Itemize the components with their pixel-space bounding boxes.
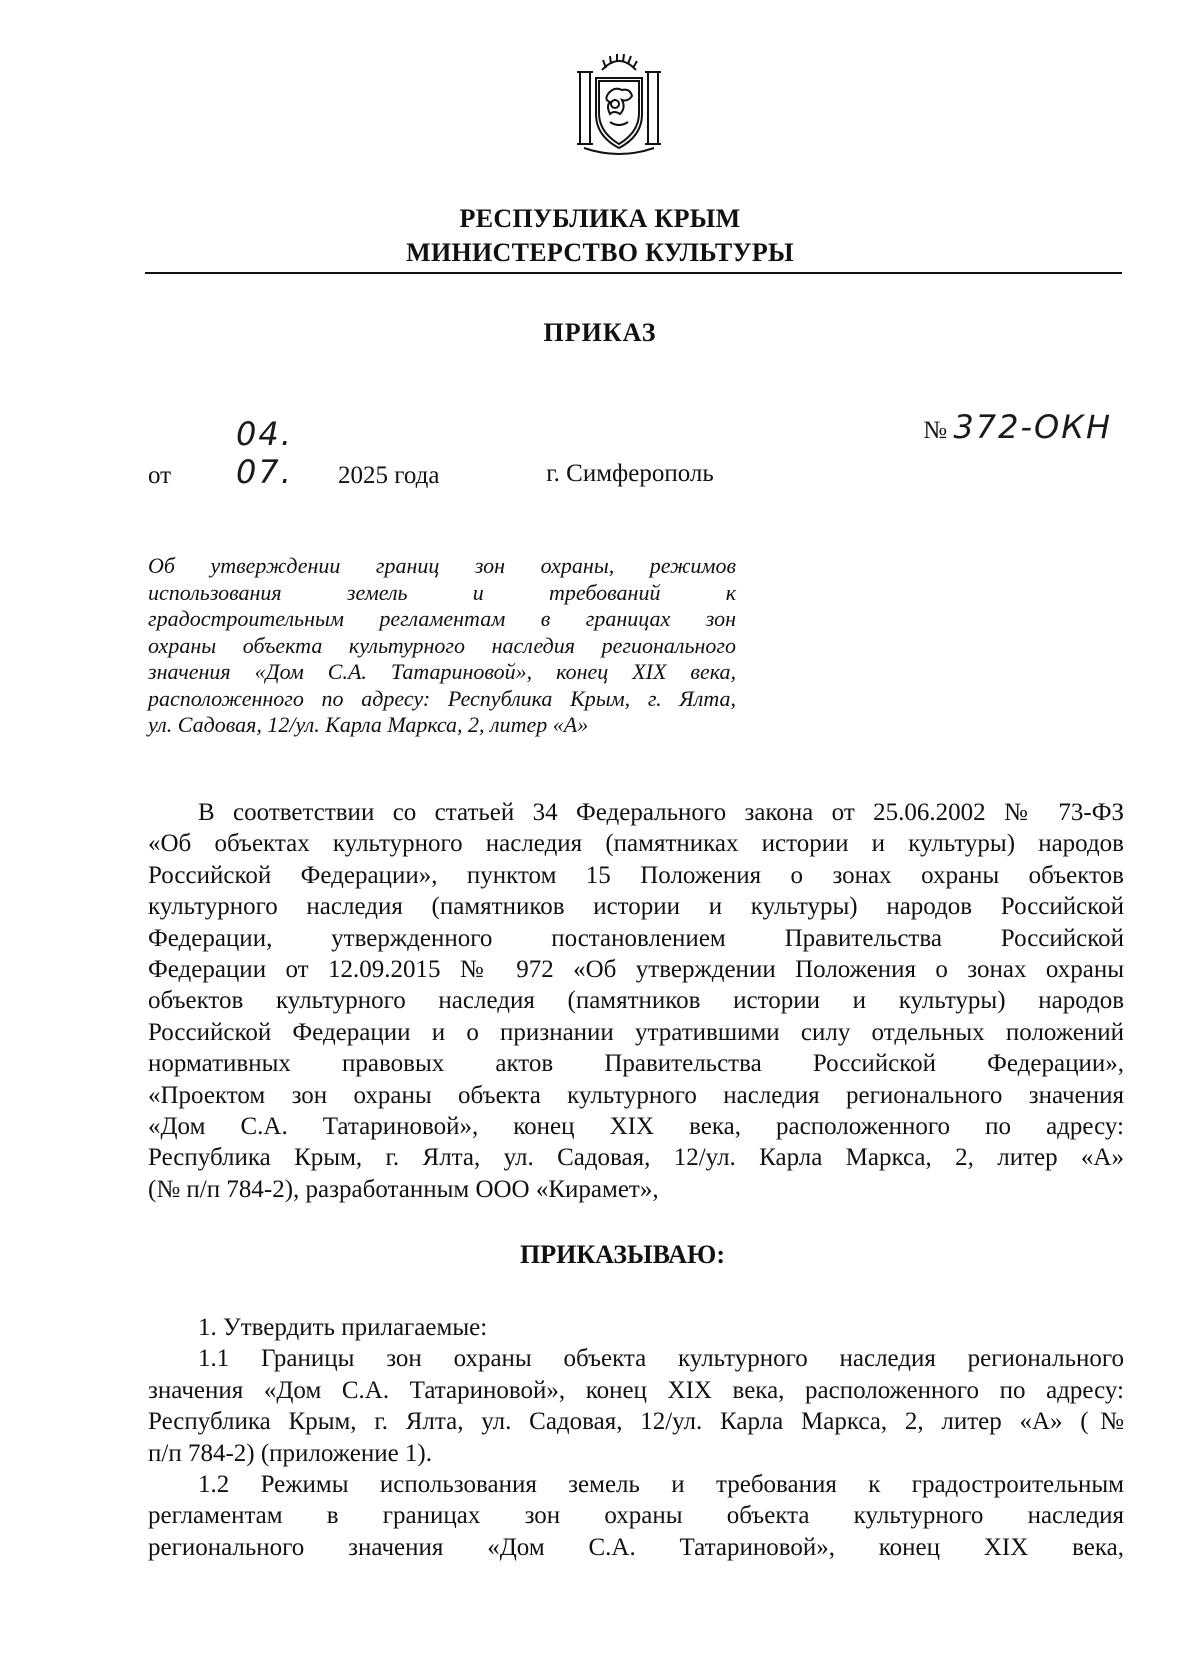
header-divider [145,272,1122,274]
header-ministry: МИНИСТЕРСТВО КУЛЬТУРЫ [406,238,794,267]
issue-city: г. Симферополь [546,460,714,487]
item-line: 1.2 Режимы использования земель и требования к градостроительным [198,1470,1124,1498]
handwritten-number: 372-ОКН [953,408,1112,446]
date-year: 2025 года [338,462,440,489]
preamble-line: Федерации, утвержденного постановлением Правительства Российской [148,924,1124,952]
preamble-line: В соответствии со статьей 34 Федерального закона от 25.06.2002 № 73-ФЗ [198,799,1124,826]
preamble-line: объектов культурного наследия (памятников истории и культуры) народов [148,987,1124,1015]
subject-line: охраны объекта культурного наследия регионального [148,632,736,658]
preamble-line: «Дом С.А. Татариновой», конец XIX века, расположенного по адресу: [148,1112,1124,1140]
preamble-line: «Об объектах культурного наследия (памятниках истории и культуры) народов [148,830,1124,858]
preamble-line: Российской Федерации», пунктом 15 Положения о зонах охраны объектов [148,861,1124,889]
number-sign: № [923,417,948,444]
handwritten-date: 04. 07. [236,415,293,491]
subject-line: использования земель и требований к [148,579,736,605]
order-subject [148,553,736,739]
preamble-paragraph [148,797,1124,1205]
subject-line: значения «Дом С.А. Татариновой», конец XIX века, [148,659,736,684]
item-line: значения «Дом С.А. Татариновой», конец XIX века, расположенного по адресу: [148,1376,1124,1404]
item-line: п/п 784-2) (приложение 1). [148,1439,433,1467]
coat-of-arms-emblem [570,48,668,156]
subject-line: Об утверждении границ зон охраны, режимов [148,553,736,578]
preamble-line: Федерации от 12.09.2015 № 972 «Об утверждении Положения о зонах охраны [148,955,1124,983]
item-line: регламентам в границах зон охраны объекта культурного наследия [148,1502,1124,1530]
item-line: 1. Утвердить прилагаемые: [198,1314,488,1341]
order-number [923,408,1112,446]
header-republic: РЕСПУБЛИКА КРЫМ [459,204,741,233]
preamble-line: Российской Федерации и о признании утратившими силу отдельных положений [148,1018,1124,1046]
subject-line: градостроительным регламентам в границах зон [148,606,736,631]
preamble-line: (№ п/п 784-2), разработанным ООО «Кирамет», [148,1175,659,1203]
subject-line: расположенного по адресу: Республика Крым, г. Ялта, [148,685,736,711]
order-items [148,1312,1124,1563]
preamble-line: нормативных правовых актов Правительства Российской Федерации», [148,1050,1124,1078]
order-title: ПРИКАЗ [543,318,657,347]
item-line: 1.1 Границы зон охраны объекта культурного наследия регионального [198,1345,1124,1373]
subject-line: ул. Садовая, 12/ул. Карла Маркса, 2, литер «А» [148,712,589,737]
preamble-line: Республика Крым, г. Ялта, ул. Садовая, 12/ул. Карла Маркса, 2, литер «А» [148,1144,1124,1172]
item-line: Республика Крым, г. Ялта, ул. Садовая, 12/ул. Карла Маркса, 2, литер «А» (№ [148,1408,1124,1436]
preamble-line: культурного наследия (памятников истории и культуры) народов Российской [148,893,1124,921]
preamble-line: «Проектом зон охраны объекта культурного наследия регионального значения [148,1081,1124,1109]
item-line: регионального значения «Дом С.А. Татариновой», конец XIX века, [148,1533,1124,1561]
date-prefix: от [148,462,172,489]
order-directive: ПРИКАЗЫВАЮ: [520,1240,725,1269]
